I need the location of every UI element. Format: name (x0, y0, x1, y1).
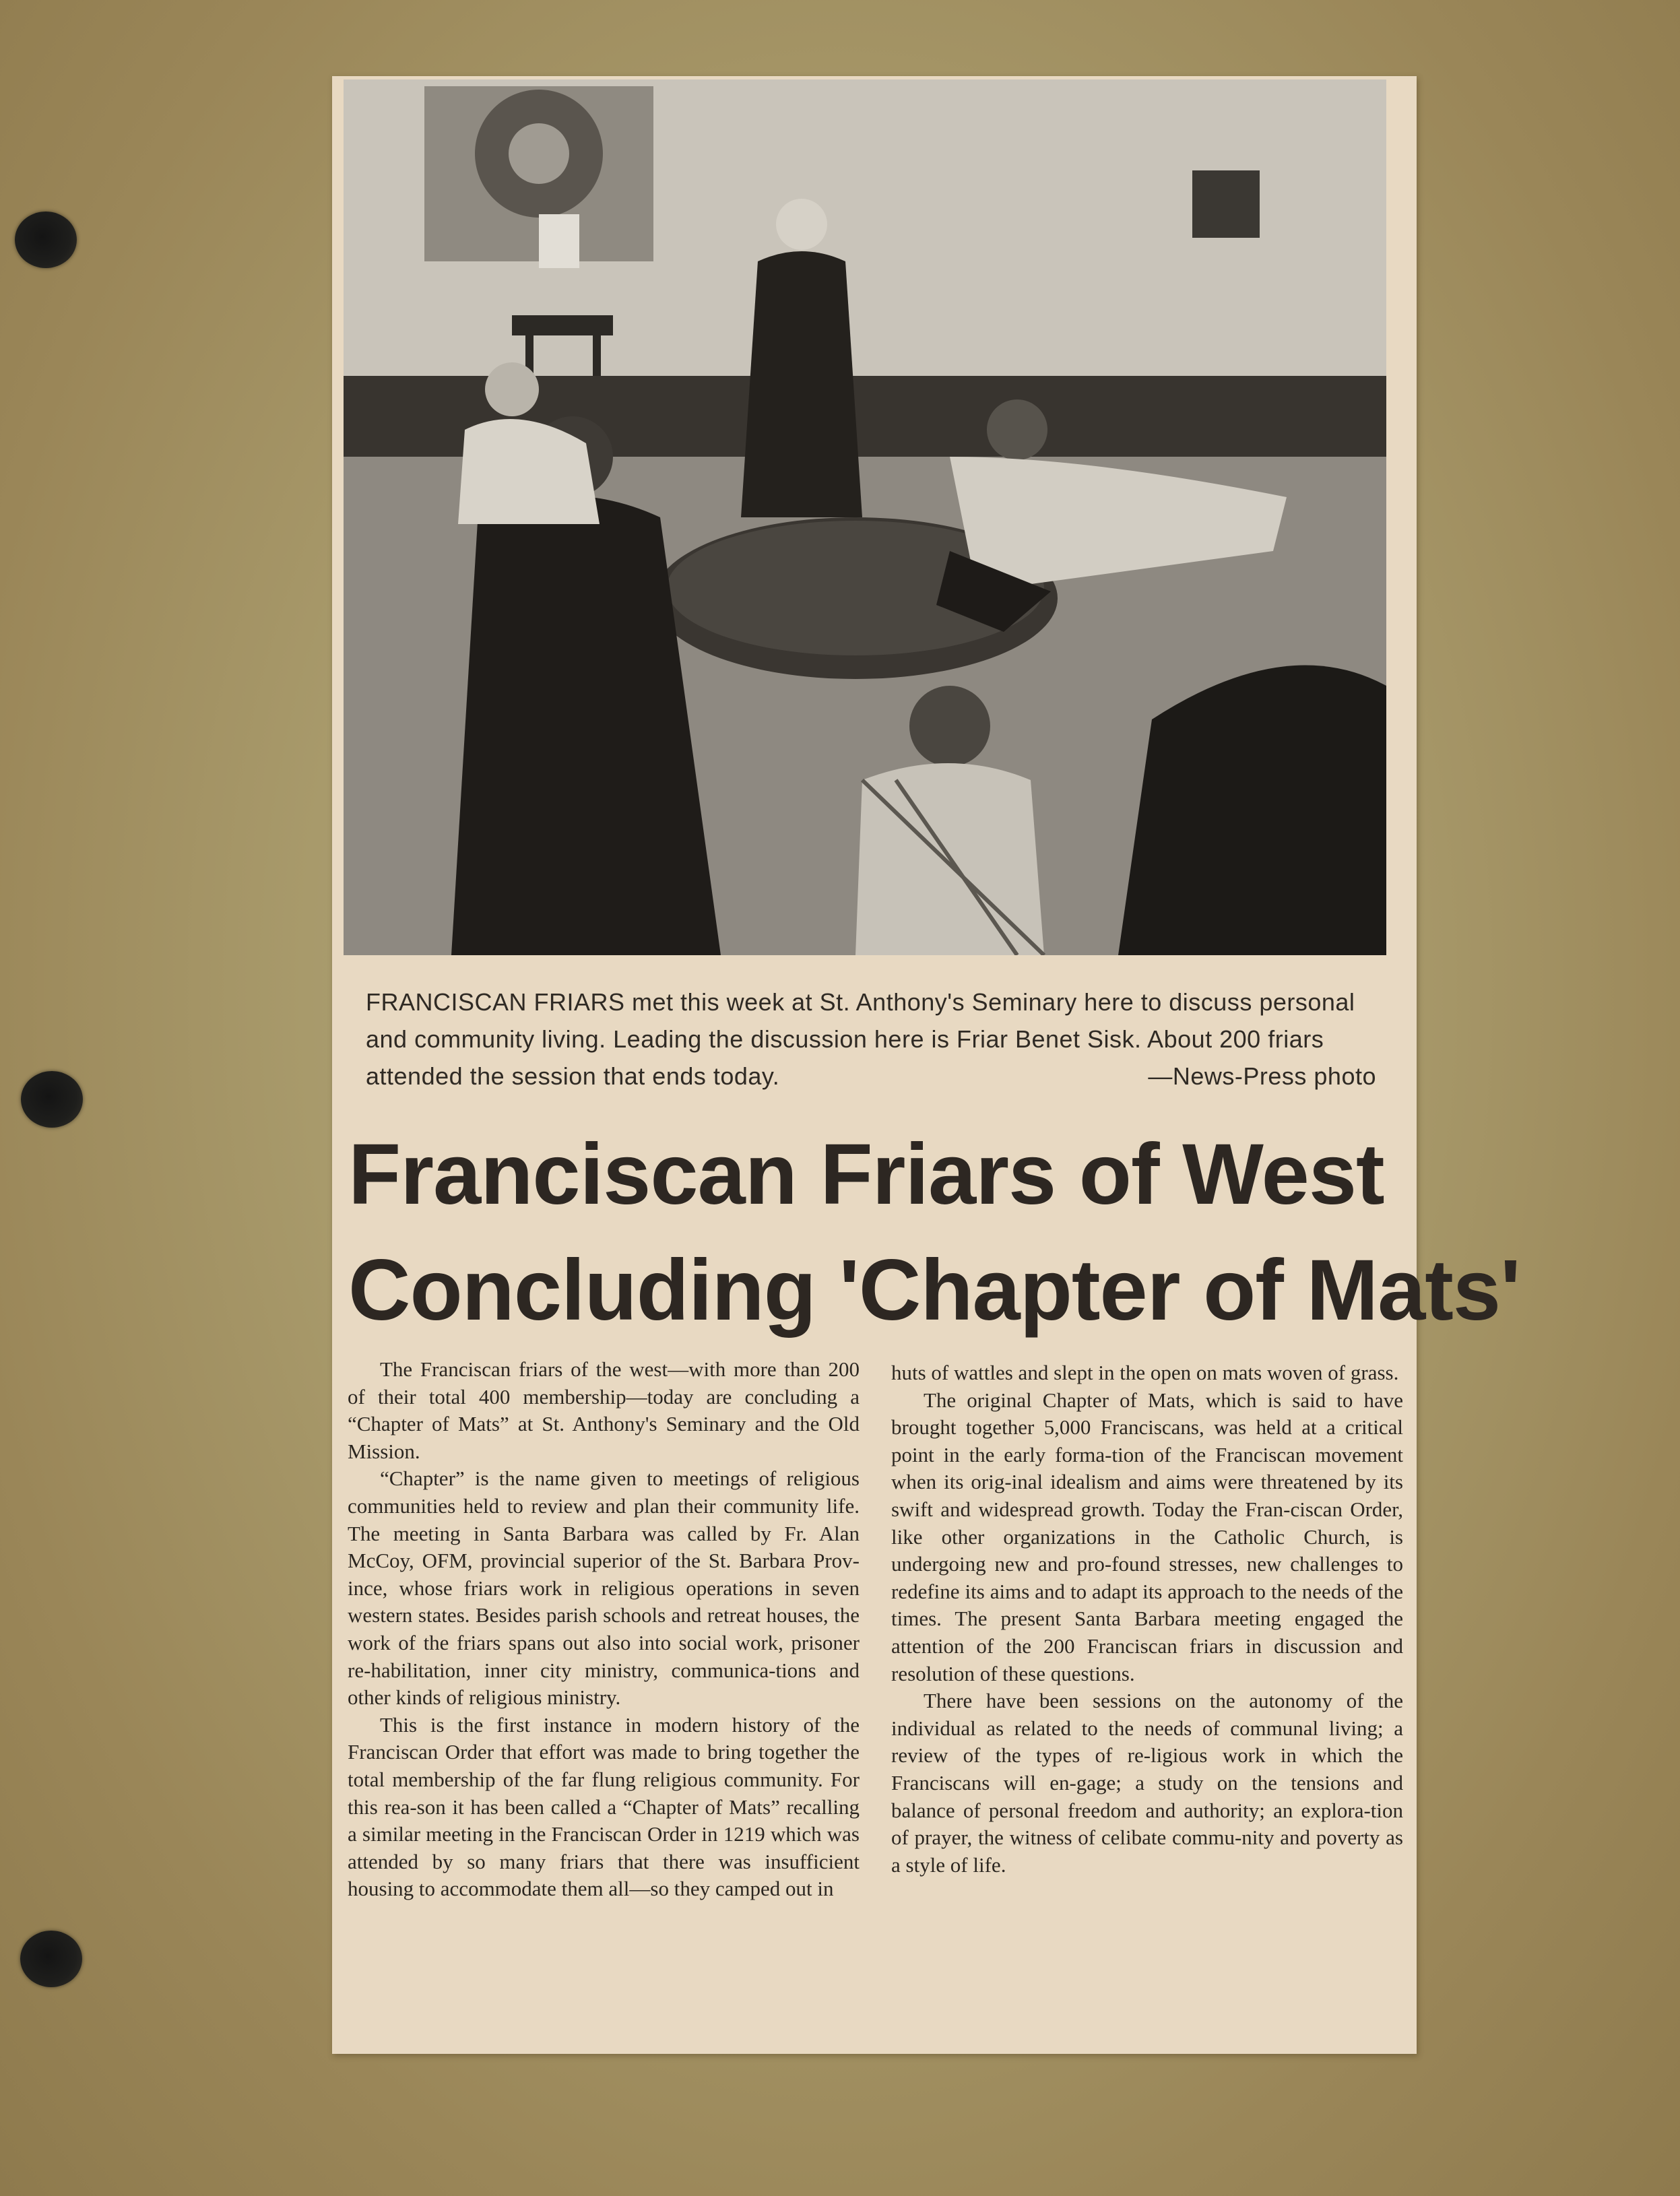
article-paragraph: The Franciscan friars of the west—with more than 200 of their total 400 membership—today are concluding a “Chapter of Mats” at St. Anthony's Seminary and the Old Mission. (348, 1357, 860, 1463)
binder-hole-bottom (20, 1931, 82, 1987)
headline (348, 1117, 1520, 1349)
headline-line-1: Franciscan Friars of West (348, 1126, 1384, 1223)
article-paragraph: There have been sessions on the autonomy of the individual as related to the needs of communal living; a review of the types of re-ligious work in which the Franciscans will en-gage; a study on the tensions and balance of personal freedom and authority; an explora-tion of prayer, the witness of celibate commu-nity and poverty as a style of life. (891, 1689, 1403, 1877)
caption-text: FRANCISCAN FRIARS met this week at St. Anthony's Seminary here to discuss personal and community living. Leading the discussion here is Friar Benet Sisk. About 200 friars attended the session that ends today. (366, 988, 1355, 1090)
article-paragraph: huts of wattles and slept in the open on mats woven of grass. (891, 1361, 1399, 1384)
photo-friars-meeting-icon (344, 79, 1386, 955)
article-paragraph: The original Chapter of Mats, which is said to have brought together 5,000 Franciscans, was held at a critical point in the early forma-tion of the Franciscan movement when its orig-inal idealism and aims were threatened by its swift and widespread growth. Today the Fran-ciscan Order, like other organizations in the Catholic Church, is undergoing new and pro-found stresses, new challenges to redefine its aims and to adapt its approach to the needs of the times. The present Santa Barbara meeting engaged the attention of the 200 Franciscan friars in discussion and resolution of these questions. (891, 1388, 1403, 1685)
photo-credit: —News-Press photo (1148, 1062, 1376, 1090)
newspaper-clipping (332, 76, 1520, 2054)
article-column-left (348, 1356, 860, 1903)
article-column-right (891, 1359, 1403, 1879)
binder-hole-middle (21, 1071, 83, 1128)
headline-line-2: Concluding 'Chapter of Mats' (348, 1242, 1520, 1338)
article-paragraph: This is the first instance in modern history of the Franciscan Order that effort was made to bring together the total membership of the far flung religious community. For this rea-son it has been called a “Chapter of Mats” recalling a similar meeting in the Franciscan Order in 1219 which was attended by so many friars that there was insufficient housing to accommodate them all—so they camped out in (348, 1712, 860, 1901)
binder-hole-top (15, 212, 77, 268)
photo-caption (366, 983, 1376, 1095)
news-photo (344, 79, 1386, 955)
article-paragraph: “Chapter” is the name given to meetings of religious communities held to review and plan their community life. The meeting in Santa Barbara was called by Fr. Alan McCoy, OFM, provincial superior of the St. Barbara Prov-ince, whose friars work in religious operations in seven western states. Besides parish schools and retreat houses, the work of the friars spans out also into social work, prisoner re-habilitation, inner city ministry, communica-tions and other kinds of religious ministry. (348, 1466, 860, 1710)
